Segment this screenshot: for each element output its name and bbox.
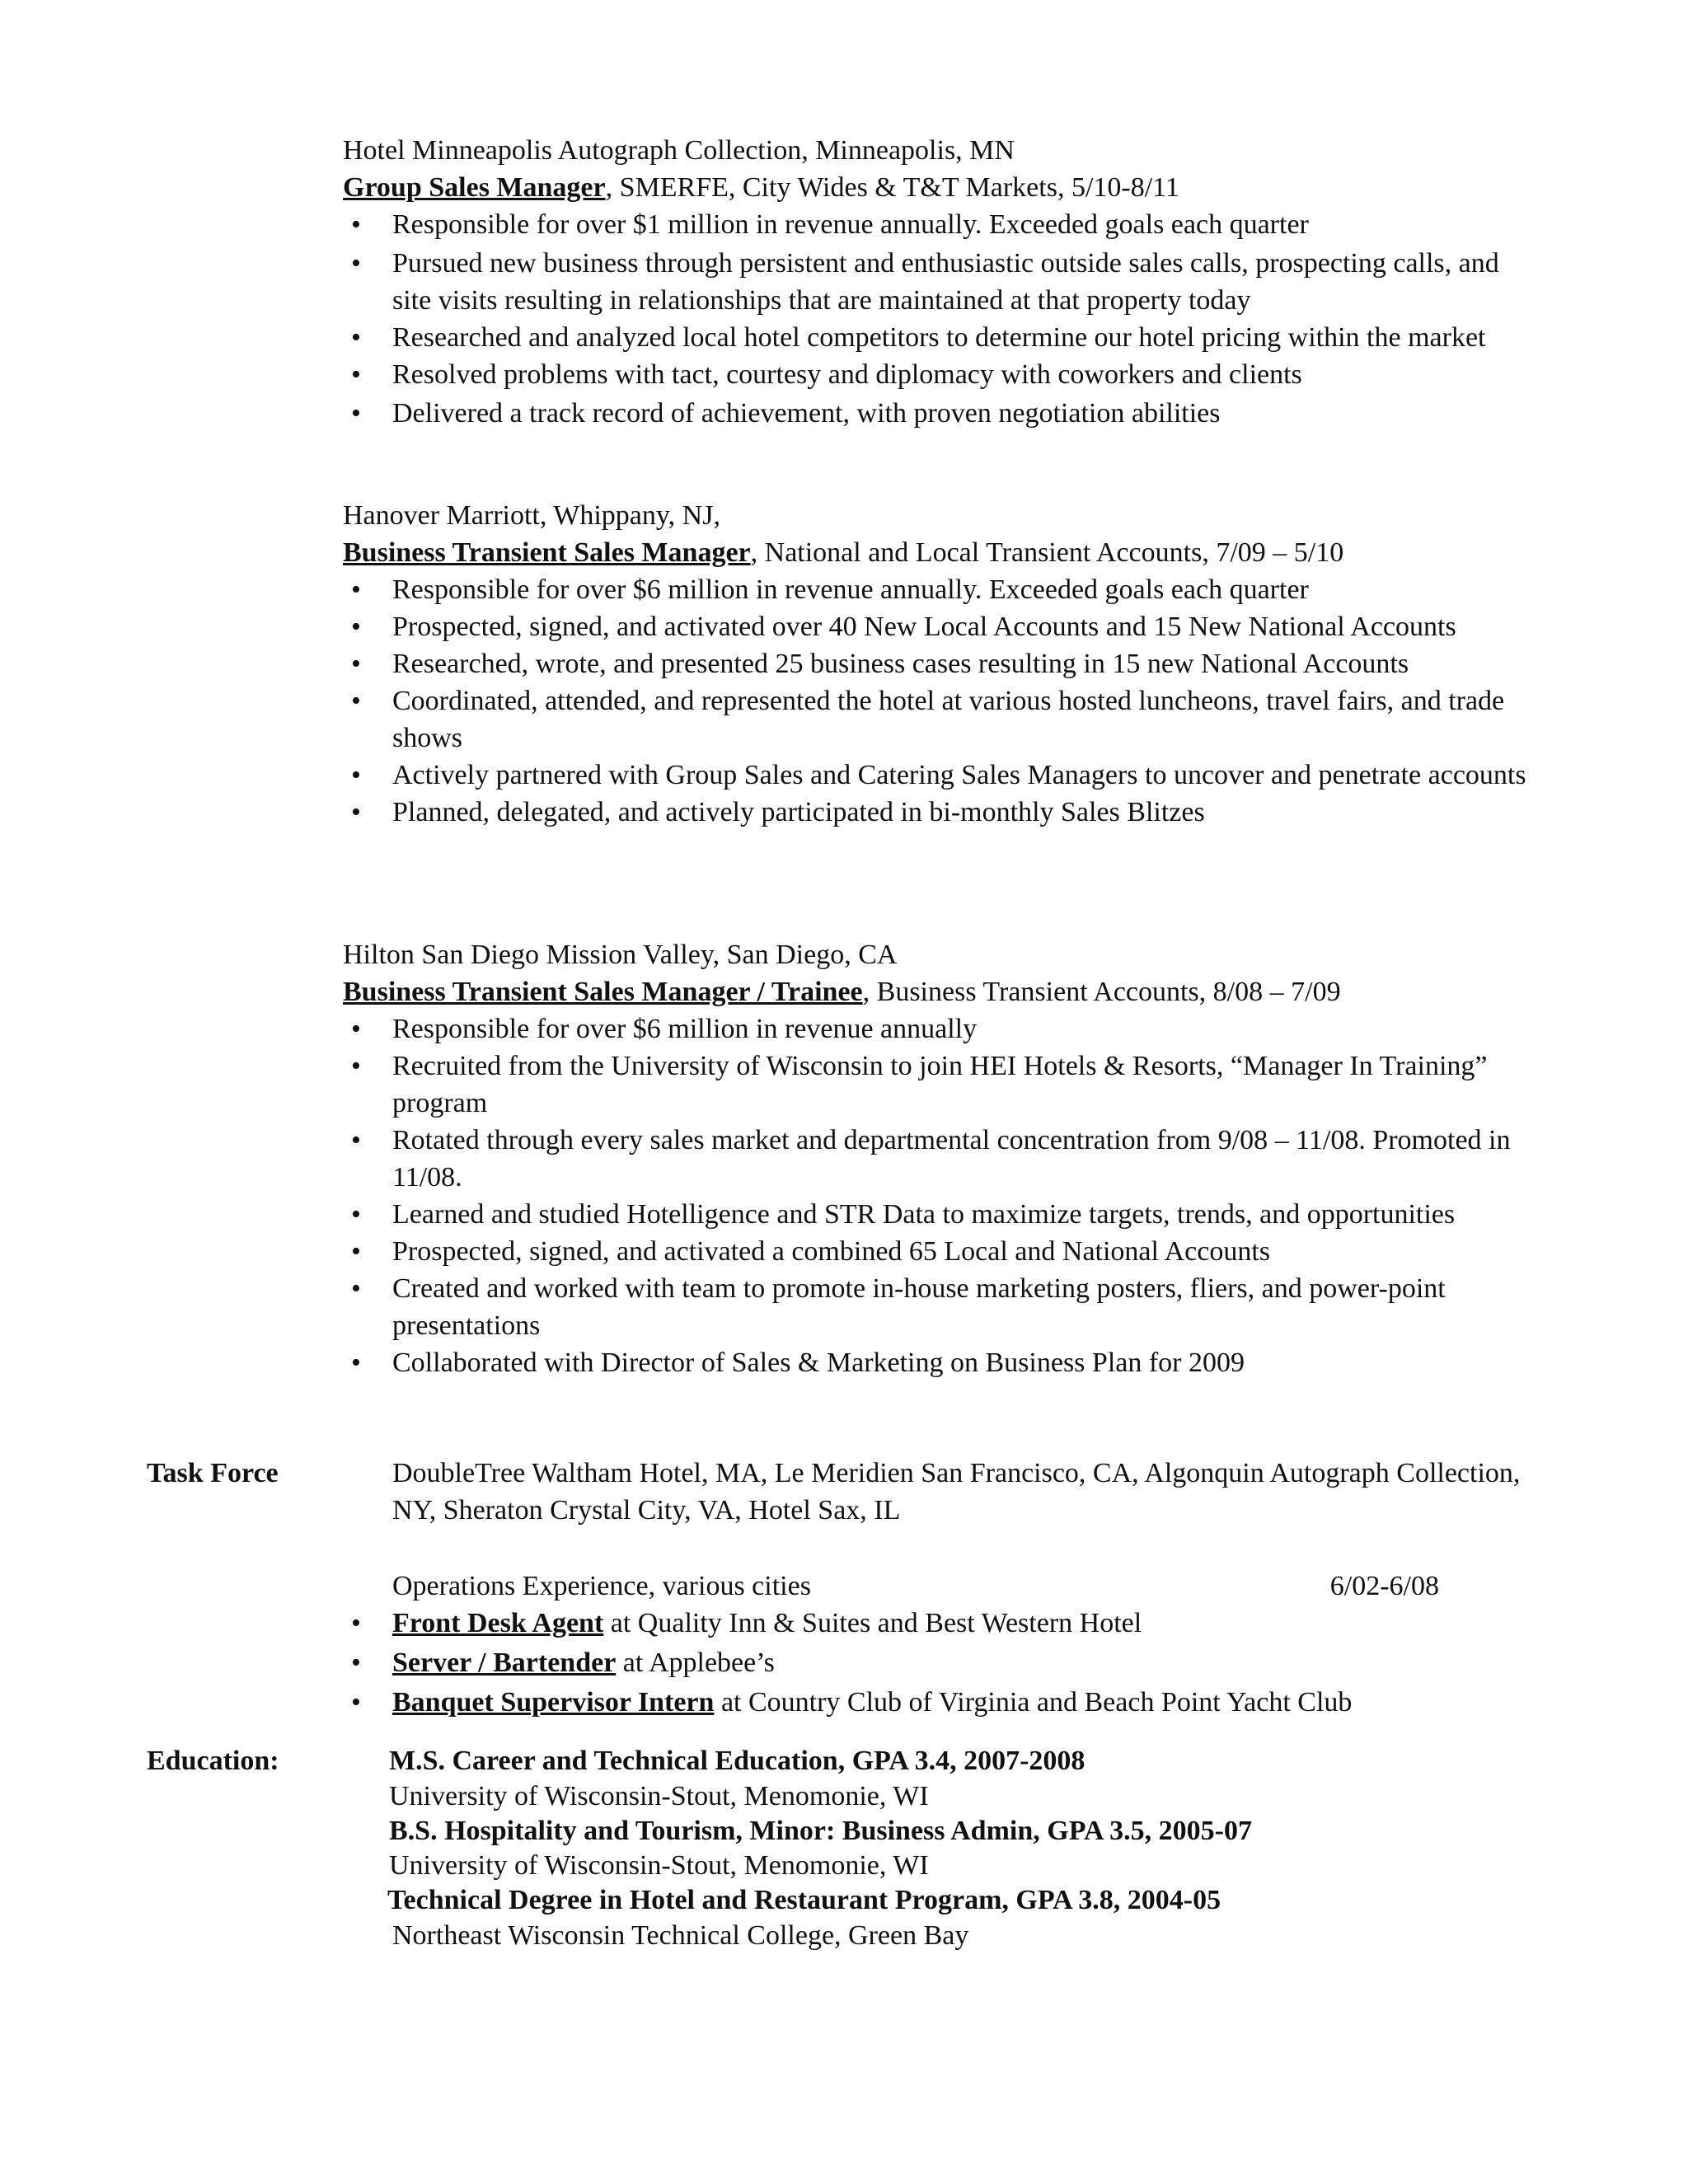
list-item: • Prospected, signed, and activated a combined 65 Local and National Accounts (343, 1233, 1538, 1270)
job-employer: Hotel Minneapolis Autograph Collection, Minneapolis, MN (343, 135, 1015, 166)
bullet-icon: • (351, 1687, 361, 1718)
list-item: • Prospected, signed, and activated over 40 New Local Accounts and 15 New National Accounts (343, 608, 1538, 645)
job-employer: Hanover Marriott, Whippany, NJ, (343, 500, 720, 531)
list-item: • Front Desk Agent at Quality Inn & Suites and Best Western Hotel (343, 1605, 1538, 1642)
list-item: • Created and worked with team to promote in-house marketing posters, fliers, and power-point presentations (343, 1270, 1538, 1344)
job-detail: , SMERFE, City Wides & T&T Markets, 5/10-8/11 (605, 172, 1179, 203)
operations-heading-line (392, 1568, 1439, 1605)
bullet-icon: • (351, 760, 361, 790)
bullet-icon: • (351, 612, 361, 642)
list-item: • Researched, wrote, and presented 25 business cases resulting in 15 new National Accounts (343, 645, 1538, 682)
education-school: University of Wisconsin-Stout, Menomonie, WI (389, 1781, 929, 1811)
bullet-icon: • (351, 574, 361, 605)
job-title: Group Sales Manager (343, 172, 606, 203)
role-title: Banquet Supervisor Intern (392, 1687, 715, 1718)
bullet-icon: • (351, 649, 361, 679)
operations-roles (343, 1605, 1538, 1721)
list-item: • Responsible for over $1 million in revenue annually. Exceeded goals each quarter (343, 206, 1538, 243)
bullet-icon: • (351, 1014, 361, 1044)
bullet-icon: • (351, 359, 361, 390)
education-degree: M.S. Career and Technical Education, GPA 3.4, 2007-2008 (389, 1746, 1085, 1776)
bullet-icon: • (351, 248, 361, 279)
bullet-icon: • (351, 1347, 361, 1378)
job-bullet-list (343, 206, 1538, 432)
education-degree: Technical Degree in Hotel and Restaurant Program, GPA 3.8, 2004-05 (387, 1885, 1221, 1915)
list-item: • Planned, delegated, and actively participated in bi-monthly Sales Blitzes (343, 794, 1538, 831)
job-bullet-list (343, 1010, 1538, 1381)
list-item: • Banquet Supervisor Intern at Country Club of Virginia and Beach Point Yacht Club (343, 1684, 1538, 1721)
job-title-line (343, 973, 1538, 1010)
job-section-hotel-minneapolis (343, 132, 1538, 432)
bullet-icon: • (351, 1199, 361, 1230)
bullet-icon: • (351, 209, 361, 240)
education-label: Education: (147, 1746, 279, 1776)
list-item: • Pursued new business through persistent and enthusiastic outside sales calls, prospecting calls, and site visits resulting in relationships that are maintained at that property today (343, 245, 1538, 319)
list-item: • Collaborated with Director of Sales & Marketing on Business Plan for 2009 (343, 1344, 1538, 1381)
role-title: Front Desk Agent (392, 1608, 604, 1638)
education-school: Northeast Wisconsin Technical College, Green Bay (392, 1920, 969, 1951)
operations-dates: 6/02-6/08 (1329, 1571, 1439, 1601)
job-detail: , National and Local Transient Accounts, 7/09 – 5/10 (750, 537, 1344, 568)
job-title: Business Transient Sales Manager / Trainee (343, 977, 863, 1007)
role-title: Server / Bartender (392, 1647, 617, 1678)
education-school: University of Wisconsin-Stout, Menomonie, WI (389, 1850, 929, 1881)
list-item: • Recruited from the University of Wisconsin to join HEI Hotels & Resorts, “Manager In Training” program (343, 1047, 1538, 1122)
job-section-hanover-marriott (343, 497, 1538, 831)
job-bullet-list (343, 571, 1538, 831)
bullet-icon: • (351, 322, 361, 353)
list-item: • Rotated through every sales market and departmental concentration from 9/08 – 11/08. Promoted in 11/08. (343, 1122, 1538, 1196)
list-item: • Responsible for over $6 million in revenue annually (343, 1010, 1538, 1047)
list-item: • Researched and analyzed local hotel competitors to determine our hotel pricing within the market (343, 319, 1538, 356)
bullet-icon: • (351, 1051, 361, 1081)
job-title-line (343, 534, 1538, 571)
bullet-icon: • (351, 1236, 361, 1267)
bullet-icon: • (351, 1125, 361, 1155)
list-item: • Server / Bartender at Applebee’s (343, 1644, 1538, 1681)
list-item: • Responsible for over $6 million in revenue annually. Exceeded goals each quarter (343, 571, 1538, 608)
operations-heading: Operations Experience, various cities (392, 1571, 811, 1601)
bullet-icon: • (351, 398, 361, 429)
operations-role-list (343, 1605, 1538, 1721)
bullet-icon: • (351, 1647, 361, 1678)
bullet-icon: • (351, 686, 361, 716)
list-item: • Resolved problems with tact, courtesy and diplomacy with coworkers and clients (343, 356, 1538, 393)
job-title-line (343, 169, 1538, 206)
list-item: • Coordinated, attended, and represented the hotel at various hosted luncheons, travel fairs, and trade shows (343, 682, 1538, 757)
list-item: • Learned and studied Hotelligence and STR Data to maximize targets, trends, and opportunities (343, 1196, 1538, 1233)
bullet-icon: • (351, 1273, 361, 1304)
list-item: • Actively partnered with Group Sales and Catering Sales Managers to uncover and penetrate accounts (343, 757, 1538, 794)
job-section-hilton-san-diego (343, 936, 1538, 1381)
bullet-icon: • (351, 797, 361, 827)
task-force-text: DoubleTree Waltham Hotel, MA, Le Meridien San Francisco, CA, Algonquin Autograph Collection, NY, Sheraton Crystal City, VA, Hotel Sax, IL (392, 1458, 1521, 1526)
job-employer: Hilton San Diego Mission Valley, San Diego, CA (343, 940, 898, 970)
job-title: Business Transient Sales Manager (343, 537, 751, 568)
list-item: • Delivered a track record of achievement, with proven negotiation abilities (343, 395, 1538, 432)
education-degree: B.S. Hospitality and Tourism, Minor: Business Admin, GPA 3.5, 2005-07 (389, 1816, 1252, 1846)
task-force-label: Task Force (147, 1458, 279, 1488)
job-detail: , Business Transient Accounts, 8/08 – 7/09 (862, 977, 1341, 1007)
bullet-icon: • (351, 1608, 361, 1638)
